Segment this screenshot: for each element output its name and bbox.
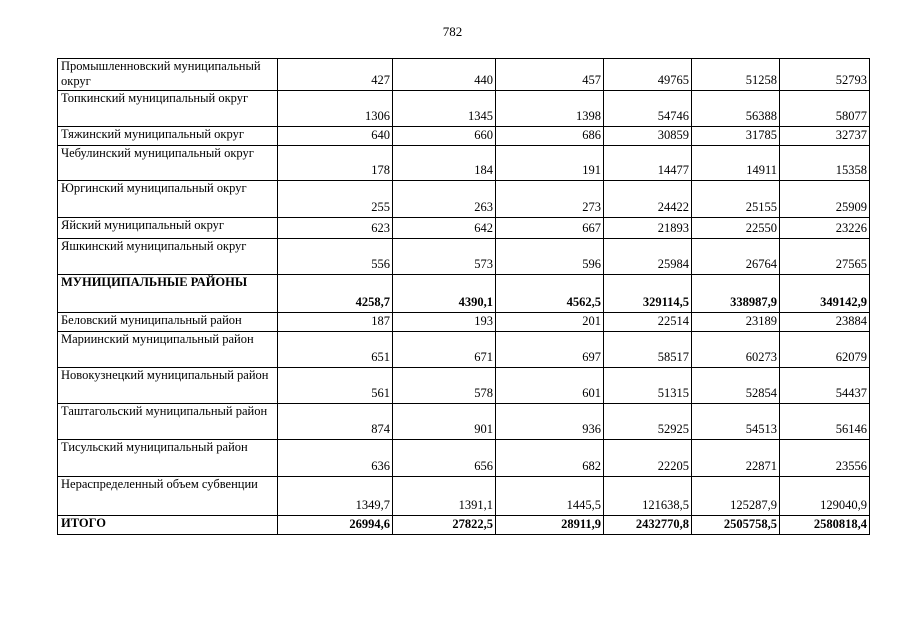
municipality-name: Нераспределенный объем субвенции <box>58 477 278 516</box>
value-cell: 2580818,4 <box>780 516 870 535</box>
value-cell: 697 <box>496 332 604 368</box>
value-cell: 54513 <box>692 404 780 440</box>
table-row <box>58 146 870 181</box>
value-cell: 273 <box>496 181 604 218</box>
value-cell: 901 <box>393 404 496 440</box>
value-cell: 686 <box>496 127 604 146</box>
value-cell: 27822,5 <box>393 516 496 535</box>
value-cell: 23226 <box>780 218 870 239</box>
value-cell: 28911,9 <box>496 516 604 535</box>
value-cell: 51258 <box>692 59 780 91</box>
value-cell: 121638,5 <box>604 477 692 516</box>
value-cell: 427 <box>278 59 393 91</box>
municipality-name: Топкинский муниципальный округ <box>58 91 278 127</box>
value-cell: 49765 <box>604 59 692 91</box>
value-cell: 51315 <box>604 368 692 404</box>
municipality-name: Новокузнецкий муниципальный район <box>58 368 278 404</box>
value-cell: 26764 <box>692 239 780 275</box>
value-cell: 636 <box>278 440 393 477</box>
value-cell: 23556 <box>780 440 870 477</box>
value-cell: 56146 <box>780 404 870 440</box>
value-cell: 24422 <box>604 181 692 218</box>
value-cell: 556 <box>278 239 393 275</box>
value-cell: 201 <box>496 313 604 332</box>
value-cell: 58517 <box>604 332 692 368</box>
page-number: 782 <box>442 24 463 39</box>
value-cell: 349142,9 <box>780 275 870 313</box>
value-cell: 62079 <box>780 332 870 368</box>
municipality-name: Мариинский муниципальный район <box>58 332 278 368</box>
value-cell: 1345 <box>393 91 496 127</box>
table-row <box>58 440 870 477</box>
value-cell: 651 <box>278 332 393 368</box>
value-cell: 25909 <box>780 181 870 218</box>
value-cell: 14911 <box>692 146 780 181</box>
value-cell: 440 <box>393 59 496 91</box>
value-cell: 22514 <box>604 313 692 332</box>
value-cell: 184 <box>393 146 496 181</box>
table-row <box>58 239 870 275</box>
value-cell: 874 <box>278 404 393 440</box>
value-cell: 4258,7 <box>278 275 393 313</box>
value-cell: 178 <box>278 146 393 181</box>
value-cell: 60273 <box>692 332 780 368</box>
table-row <box>58 516 870 535</box>
value-cell: 52854 <box>692 368 780 404</box>
value-cell: 656 <box>393 440 496 477</box>
value-cell: 623 <box>278 218 393 239</box>
value-cell: 15358 <box>780 146 870 181</box>
value-cell: 21893 <box>604 218 692 239</box>
municipality-name: Яшкинский муниципальный округ <box>58 239 278 275</box>
table-row <box>58 404 870 440</box>
municipality-name: Чебулинский муниципальный округ <box>58 146 278 181</box>
value-cell: 671 <box>393 332 496 368</box>
value-cell: 263 <box>393 181 496 218</box>
municipality-name: Тяжинский муниципальный округ <box>58 127 278 146</box>
value-cell: 23189 <box>692 313 780 332</box>
total-label: ИТОГО <box>58 516 278 535</box>
value-cell: 31785 <box>692 127 780 146</box>
value-cell: 1391,1 <box>393 477 496 516</box>
municipality-name: Юргинский муниципальный округ <box>58 181 278 218</box>
value-cell: 58077 <box>780 91 870 127</box>
value-cell: 578 <box>393 368 496 404</box>
value-cell: 596 <box>496 239 604 275</box>
value-cell: 1349,7 <box>278 477 393 516</box>
value-cell: 125287,9 <box>692 477 780 516</box>
value-cell: 22871 <box>692 440 780 477</box>
value-cell: 667 <box>496 218 604 239</box>
value-cell: 52793 <box>780 59 870 91</box>
value-cell: 936 <box>496 404 604 440</box>
table-row <box>58 275 870 313</box>
municipality-name: Беловский муниципальный район <box>58 313 278 332</box>
subvention-table <box>57 58 870 535</box>
value-cell: 338987,9 <box>692 275 780 313</box>
value-cell: 640 <box>278 127 393 146</box>
value-cell: 56388 <box>692 91 780 127</box>
value-cell: 27565 <box>780 239 870 275</box>
value-cell: 1445,5 <box>496 477 604 516</box>
value-cell: 660 <box>393 127 496 146</box>
value-cell: 4390,1 <box>393 275 496 313</box>
section-title: МУНИЦИПАЛЬНЫЕ РАЙОНЫ <box>58 275 278 313</box>
value-cell: 22550 <box>692 218 780 239</box>
value-cell: 2505758,5 <box>692 516 780 535</box>
table-row <box>58 368 870 404</box>
value-cell: 4562,5 <box>496 275 604 313</box>
value-cell: 601 <box>496 368 604 404</box>
municipality-name: Промышленновский муниципальный округ <box>58 59 278 91</box>
value-cell: 30859 <box>604 127 692 146</box>
value-cell: 193 <box>393 313 496 332</box>
value-cell: 329114,5 <box>604 275 692 313</box>
table-row <box>58 91 870 127</box>
table-row <box>58 127 870 146</box>
value-cell: 25155 <box>692 181 780 218</box>
table-row <box>58 332 870 368</box>
value-cell: 642 <box>393 218 496 239</box>
municipality-name: Яйский муниципальный округ <box>58 218 278 239</box>
value-cell: 129040,9 <box>780 477 870 516</box>
table-row <box>58 181 870 218</box>
value-cell: 52925 <box>604 404 692 440</box>
value-cell: 23884 <box>780 313 870 332</box>
value-cell: 191 <box>496 146 604 181</box>
table-row <box>58 313 870 332</box>
value-cell: 1306 <box>278 91 393 127</box>
municipality-name: Тисульский муниципальный район <box>58 440 278 477</box>
value-cell: 187 <box>278 313 393 332</box>
value-cell: 561 <box>278 368 393 404</box>
value-cell: 682 <box>496 440 604 477</box>
value-cell: 457 <box>496 59 604 91</box>
value-cell: 1398 <box>496 91 604 127</box>
value-cell: 26994,6 <box>278 516 393 535</box>
value-cell: 2432770,8 <box>604 516 692 535</box>
value-cell: 32737 <box>780 127 870 146</box>
value-cell: 255 <box>278 181 393 218</box>
value-cell: 14477 <box>604 146 692 181</box>
table-row <box>58 59 870 91</box>
value-cell: 54437 <box>780 368 870 404</box>
table-row <box>58 218 870 239</box>
value-cell: 54746 <box>604 91 692 127</box>
value-cell: 25984 <box>604 239 692 275</box>
value-cell: 573 <box>393 239 496 275</box>
value-cell: 22205 <box>604 440 692 477</box>
municipality-name: Таштагольский муниципальный район <box>58 404 278 440</box>
table-row <box>58 477 870 516</box>
